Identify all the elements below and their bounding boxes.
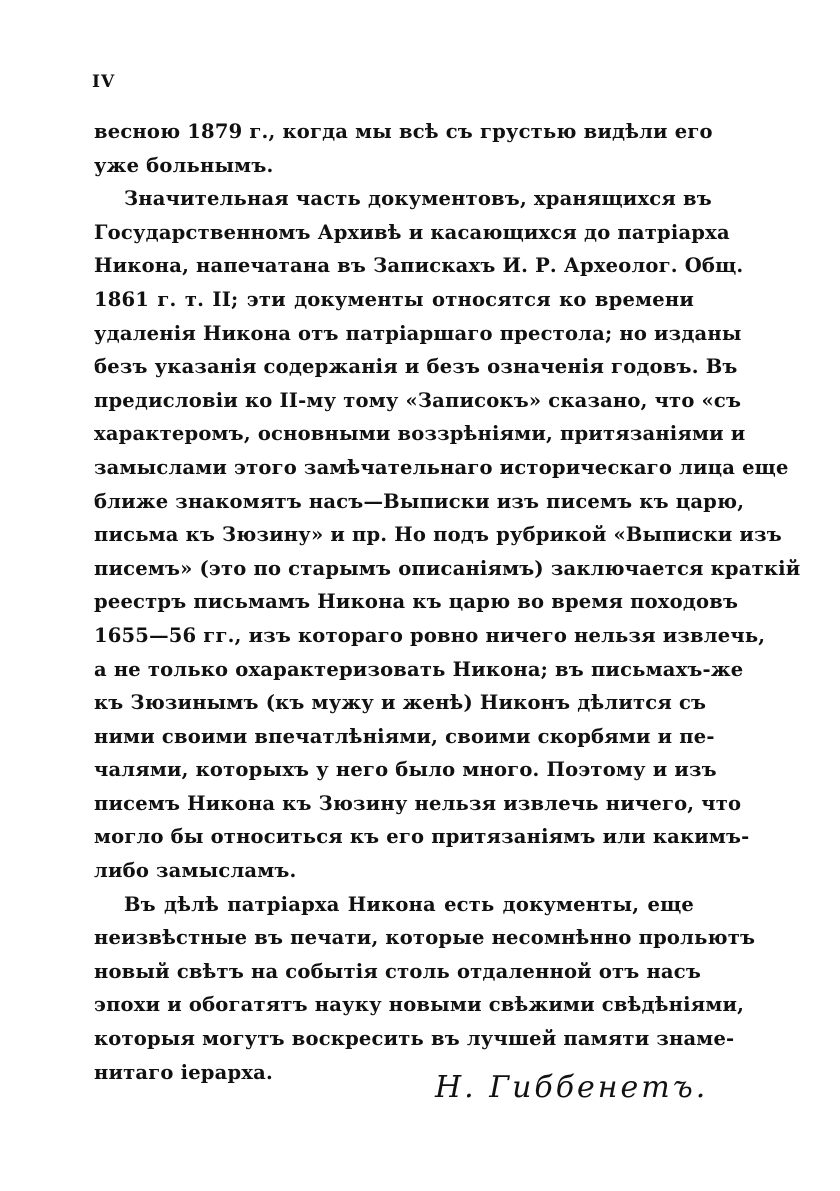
text-line: писемъ Никона къ Зюзину нельзя извлечь ничего, что (94, 791, 742, 815)
text-line: чалями, которыхъ у него было много. Поэтому и изъ (94, 758, 717, 782)
text-line: Въ дѣлѣ патріарха Никона есть документы, еще (124, 892, 694, 916)
text-line: предисловіи ко II-му тому «Записокъ» сказано, что «съ (94, 388, 742, 412)
text-line: неизвѣстные въ печати, которые несомнѣнно прольютъ (94, 926, 756, 950)
text-line: Государственномъ Архивѣ и касающихся до патріарха (94, 220, 730, 244)
text-line: а не только охарактеризовать Никона; въ письмахъ-же (94, 657, 744, 681)
text-line: либо замысламъ. (94, 859, 297, 883)
text-line: письма къ Зюзину» и пр. Но подъ рубрикой «Выписки изъ (94, 523, 782, 547)
author-signature: Н. Гиббенетъ. (435, 1070, 709, 1105)
paragraph (94, 115, 713, 182)
paragraph (94, 182, 801, 887)
paragraph (94, 888, 756, 1090)
text-line: Никона, напечатана въ Запискахъ И. Р. Археолог. Общ. (94, 254, 744, 278)
text-line: ними своими впечатлѣніями, своими скорбями и пе- (94, 724, 715, 748)
text-line: могло бы относиться къ его притязаніямъ или какимъ- (94, 825, 750, 849)
text-line: писемъ» (это по старымъ описаніямъ) заключается краткій (94, 556, 801, 580)
text-line: 1655—56 гг., изъ котораго ровно ничего нельзя извлечь, (94, 623, 766, 647)
text-line: къ Зюзинымъ (къ мужу и женѣ) Никонъ дѣлится съ (94, 691, 707, 715)
text-line: новый свѣтъ на событія столь отдаленной отъ насъ (94, 959, 701, 983)
text-line: нитаго іерарха. (94, 1060, 273, 1084)
text-line: характеромъ, основными воззрѣніями, притязаніями и (94, 422, 746, 446)
body-text (94, 115, 801, 1089)
text-line: ближе знакомятъ насъ—Выписки изъ писемъ къ царю, (94, 489, 745, 513)
text-line: которыя могутъ воскресить въ лучшей памяти знаме- (94, 1027, 735, 1051)
text-line: реестръ письмамъ Никона къ царю во время походовъ (94, 590, 739, 614)
text-line: удаленія Никона отъ патріаршаго престола; но изданы (94, 321, 742, 345)
text-line: замыслами этого замѣчательнаго историческаго лица еще (94, 455, 789, 479)
text-line: Значительная часть документовъ, хранящихся въ (124, 187, 712, 211)
text-line: безъ указанія содержанія и безъ означенія годовъ. Въ (94, 355, 738, 379)
text-line: эпохи и обогатятъ науку новыми свѣжими свѣдѣніями, (94, 993, 745, 1017)
text-line: весною 1879 г., когда мы всѣ съ грустью видѣли его (94, 120, 713, 143)
text-line: 1861 г. т. II; эти документы относятся ко времени (94, 287, 694, 311)
page-number: IV (92, 72, 116, 92)
text-line: уже больнымъ. (94, 153, 274, 177)
